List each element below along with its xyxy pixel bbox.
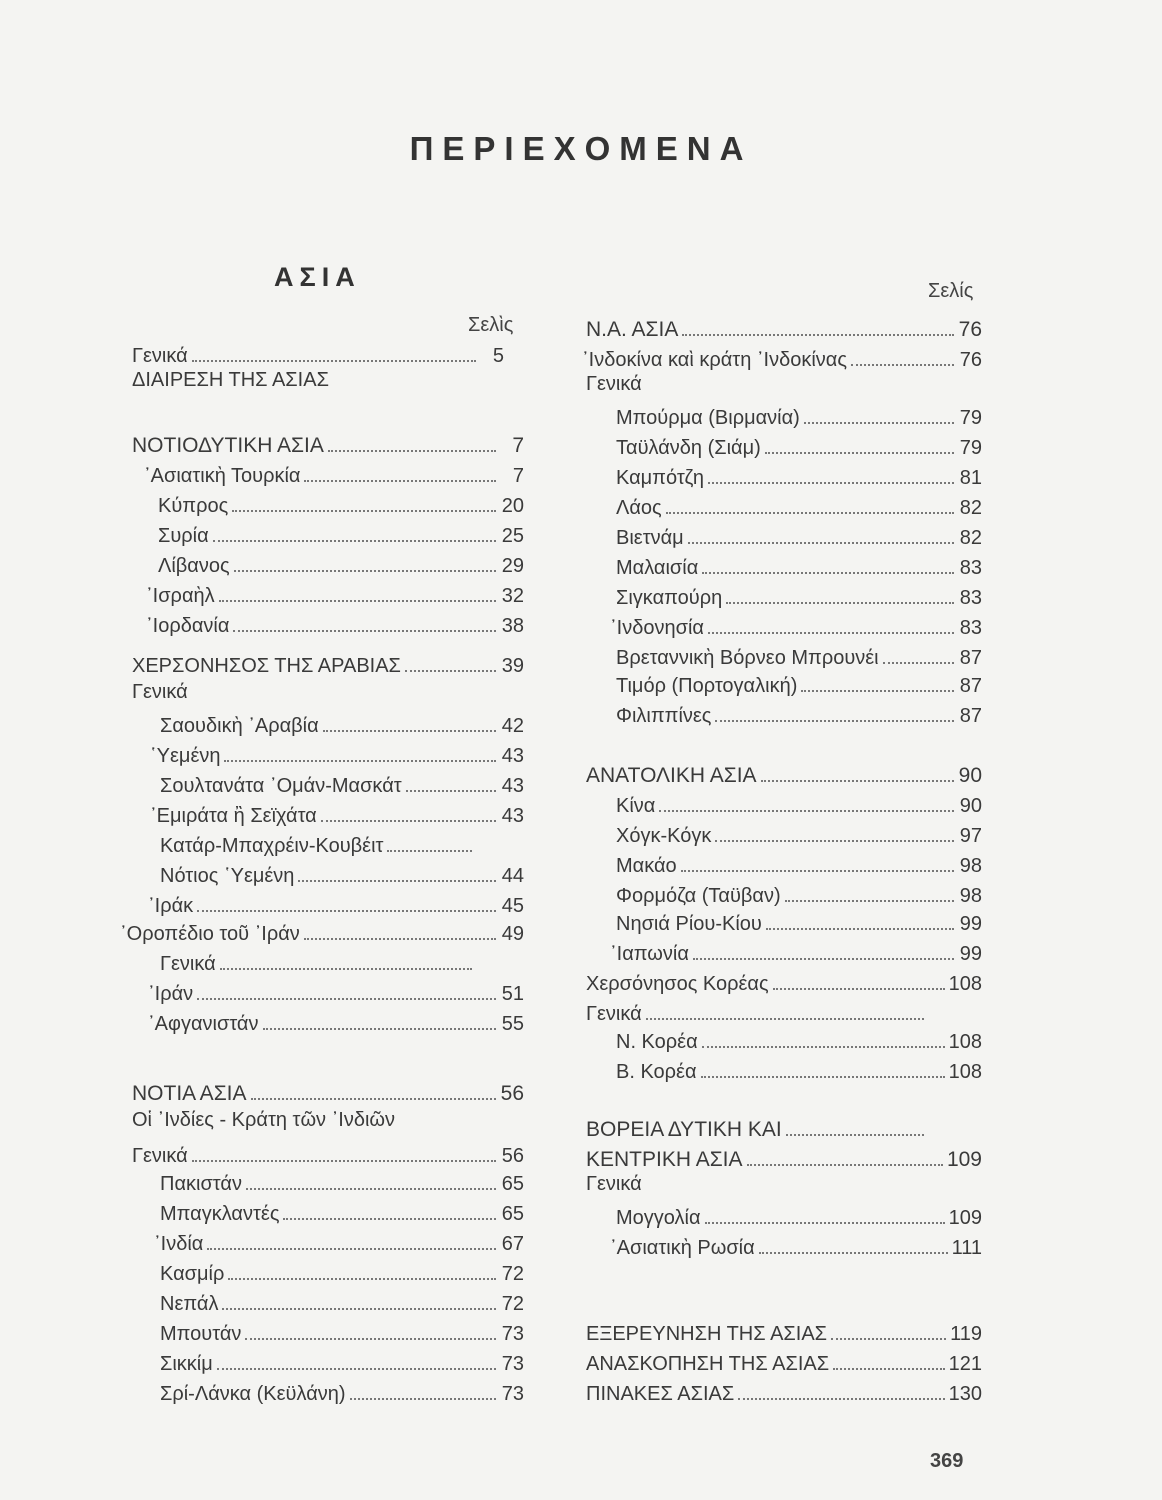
toc-entry[interactable]: ΠΙΝΑΚΕΣ ΑΣΙΑΣ 130 bbox=[586, 1383, 982, 1405]
toc-entry[interactable]: Λάος 82 bbox=[616, 497, 982, 519]
toc-entry[interactable]: Μπαγκλαντές 65 bbox=[160, 1203, 524, 1225]
toc-entry[interactable]: Φιλιππίνες 87 bbox=[616, 705, 982, 727]
toc-entry[interactable]: Νησιά Ρίου-Κίου 99 bbox=[616, 913, 982, 935]
toc-entry[interactable]: ᾿Ιράν 51 bbox=[148, 983, 524, 1005]
page-title: ΠΕΡΙΕΧΟΜΕΝΑ bbox=[409, 130, 753, 167]
toc-entry[interactable]: Γενικά 5 bbox=[132, 345, 504, 367]
toc-entry[interactable]: ᾿Ιορδανία 38 bbox=[146, 615, 524, 637]
toc-entry[interactable]: Σικκίμ 73 bbox=[160, 1353, 524, 1375]
toc-entry[interactable]: Χόγκ-Κόγκ 97 bbox=[616, 825, 982, 847]
toc-entry[interactable]: Νότιος ῾Υεμένη 44 bbox=[160, 865, 524, 887]
toc-entry[interactable]: ΕΞΕΡΕΥΝΗΣΗ ΤΗΣ ΑΣΙΑΣ 119 bbox=[586, 1323, 982, 1345]
page-number: 369 bbox=[930, 1450, 964, 1472]
toc-entry[interactable]: Μπουτάν 73 bbox=[160, 1323, 524, 1345]
toc-entry[interactable]: ᾿Ασιατικὴ Ρωσία 111 bbox=[610, 1237, 982, 1259]
toc-entry[interactable]: Μπούρμα (Βιρμανία) 79 bbox=[616, 407, 982, 429]
toc-entry[interactable]: ᾿Εμιράτα ἢ Σεϊχάτα 43 bbox=[150, 805, 524, 827]
toc-entry[interactable]: Γενικά bbox=[586, 996, 952, 1026]
toc-entry[interactable]: Καμπότζη 81 bbox=[616, 467, 982, 489]
toc-entry[interactable]: ᾿Ιράκ 45 bbox=[148, 895, 524, 917]
toc-entry[interactable]: Σαουδικὴ ᾿Αραβία 42 bbox=[160, 715, 524, 737]
toc-entry[interactable]: Γενικά bbox=[586, 1173, 642, 1195]
toc-entry[interactable]: Μακάο 98 bbox=[616, 855, 982, 877]
toc-entry[interactable]: Γενικά 56 bbox=[132, 1145, 524, 1167]
toc-entry[interactable]: Βρεταννικὴ Βόρνεο Μπρουνέι 87 bbox=[616, 647, 982, 669]
toc-entry[interactable]: ΧΕΡΣΟΝΗΣΟΣ ΤΗΣ ΑΡΑΒΙΑΣ 39 bbox=[132, 655, 524, 677]
toc-entry[interactable]: Τιμόρ (Πορτογαλική) 87 bbox=[616, 675, 982, 697]
toc-entry[interactable]: Μογγολία 109 bbox=[616, 1207, 982, 1229]
toc-entry[interactable]: Κύπρος 20 bbox=[158, 495, 524, 517]
toc-entry[interactable]: Ν. Κορέα 108 bbox=[616, 1031, 982, 1053]
toc-entry[interactable]: Μαλαισία 83 bbox=[616, 557, 982, 579]
toc-entry[interactable]: ΑΝΑΣΚΟΠΗΣΗ ΤΗΣ ΑΣΙΑΣ 121 bbox=[586, 1353, 982, 1375]
toc-entry[interactable]: ΝΟΤΙΟΔΥΤΙΚΗ ΑΣΙΑ 7 bbox=[132, 434, 524, 457]
toc-entry[interactable]: Κατάρ-Μπαχρέιν-Κουβέιτ bbox=[160, 828, 500, 858]
toc-entry[interactable]: Κίνα 90 bbox=[616, 795, 982, 817]
toc-entry[interactable]: Γενικά bbox=[132, 681, 188, 703]
toc-entry[interactable]: ΚΕΝΤΡΙΚΗ ΑΣΙΑ 109 bbox=[586, 1148, 982, 1171]
toc-entry[interactable]: Φορμόζα (Ταϋβαν) 98 bbox=[616, 885, 982, 907]
toc-entry[interactable]: ᾿Οροπέδιο τοῦ ᾿Ιράν 49 bbox=[120, 923, 524, 945]
toc-entry[interactable]: Πακιστάν 65 bbox=[160, 1173, 524, 1195]
section-heading-asia: ΑΣΙΑ bbox=[274, 262, 361, 292]
toc-entry[interactable]: Κασμίρ 72 bbox=[160, 1263, 524, 1285]
toc-entry[interactable]: Σιγκαπούρη 83 bbox=[616, 587, 982, 609]
toc-entry[interactable]: Γενικά bbox=[160, 946, 500, 976]
toc-entry[interactable]: ᾿Ινδονησία 83 bbox=[610, 617, 982, 639]
toc-entry[interactable]: ΝΟΤΙΑ ΑΣΙΑ 56 bbox=[132, 1082, 524, 1105]
toc-entry[interactable]: Ν.Α. ΑΣΙΑ 76 bbox=[586, 318, 982, 341]
toc-entry[interactable]: ῾Υεμένη 43 bbox=[150, 745, 524, 767]
page-column-label: Σελὶς bbox=[468, 314, 514, 336]
toc-entry[interactable]: ᾿Ινδοκίνα καὶ κράτη ᾿Ινδοκίνας 76 bbox=[582, 349, 982, 371]
toc-entry[interactable]: ᾿Ασιατικὴ Τουρκία 7 bbox=[144, 465, 524, 487]
toc-entry[interactable]: Σρί-Λάνκα (Κεϋλάνη) 73 bbox=[160, 1383, 524, 1405]
toc-entry[interactable]: ᾿Ιαπωνία 99 bbox=[610, 943, 982, 965]
toc-entry[interactable]: Νεπάλ 72 bbox=[160, 1293, 524, 1315]
toc-entry[interactable]: Οἱ ᾿Ινδίες - Κράτη τῶν ᾿Ινδιῶν bbox=[132, 1109, 396, 1131]
toc-entry[interactable]: ᾿Ισραὴλ 32 bbox=[146, 585, 524, 607]
toc-entry[interactable]: Χερσόνησος Κορέας 108 bbox=[586, 973, 982, 995]
toc-entry[interactable]: ΔΙΑΙΡΕΣΗ ΤΗΣ ΑΣΙΑΣ bbox=[132, 369, 329, 391]
toc-entry[interactable]: Συρία 25 bbox=[158, 525, 524, 547]
toc-entry[interactable]: Σουλτανάτα ᾿Ομάν-Μασκάτ 43 bbox=[160, 775, 524, 797]
toc-entry[interactable]: ΒΟΡΕΙΑ ΔΥΤΙΚΗ ΚΑΙ bbox=[586, 1112, 952, 1142]
toc-entry[interactable]: Β. Κορέα 108 bbox=[616, 1061, 982, 1083]
toc-entry[interactable]: ΑΝΑΤΟΛΙΚΗ ΑΣΙΑ 90 bbox=[586, 764, 982, 787]
toc-entry[interactable]: ᾿Ινδία 67 bbox=[154, 1233, 524, 1255]
toc-entry[interactable]: Βιετνάμ 82 bbox=[616, 527, 982, 549]
toc-entry[interactable]: ᾿Αφγανιστάν 55 bbox=[148, 1013, 524, 1035]
toc-entry[interactable]: Γενικά bbox=[586, 373, 642, 395]
toc-entry[interactable]: Λίβανος 29 bbox=[158, 555, 524, 577]
toc-entry[interactable]: Ταϋλάνδη (Σιάμ) 79 bbox=[616, 437, 982, 459]
page-column-label: Σελίς bbox=[928, 280, 974, 302]
